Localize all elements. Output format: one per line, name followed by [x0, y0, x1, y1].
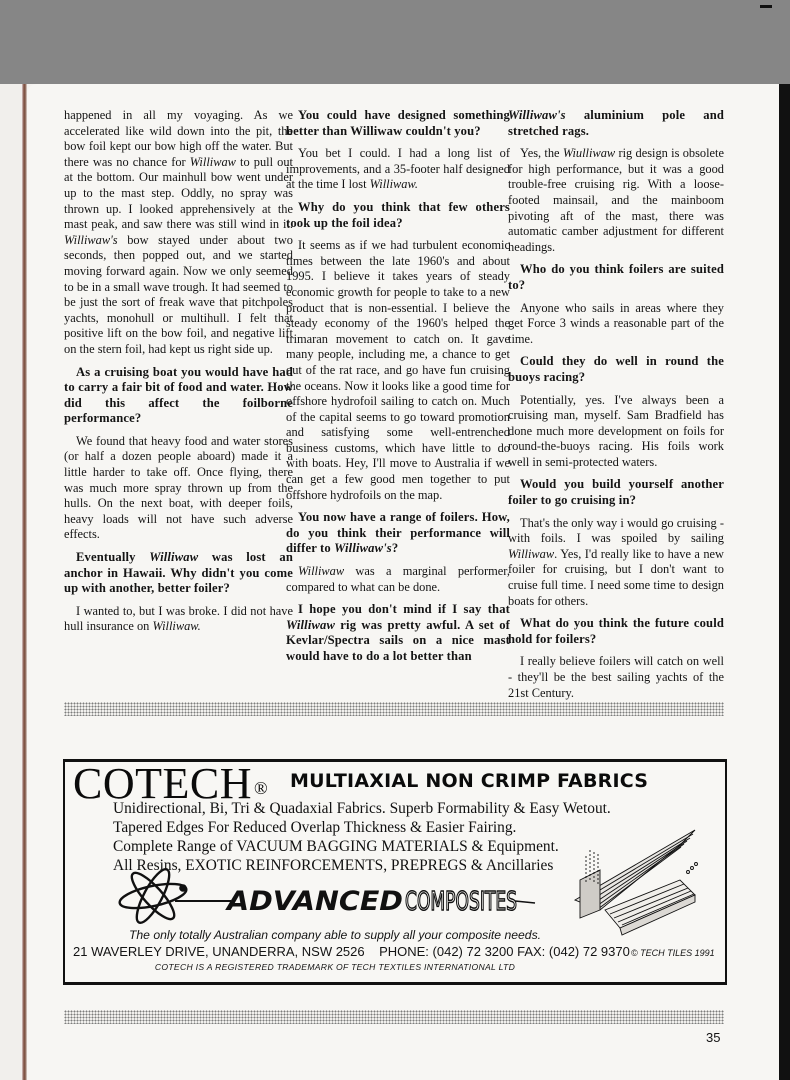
- text-run: What do you think the future could hold for foilers?: [508, 616, 724, 646]
- text-run: We found that heavy food and water stores (or half a dozen people aboard) made it a little harder to take off. Once flying, there was much more spray thrown up from the hulls. On the next boat, with deeper foils, heavy loads will not have such adverse effects.: [64, 433, 293, 542]
- atom-icon: [118, 865, 189, 926]
- page-number: 35: [706, 1030, 721, 1045]
- interview-answer: [286, 564, 510, 595]
- boat-name: Williwaw: [298, 564, 345, 579]
- text-run: was lost an anchor in Hawaii. Why didn't you come up with another, better foiler?: [64, 550, 293, 596]
- boat-name: Williwaw.: [369, 177, 418, 192]
- text-run: rig design is obsolete for high performance, but it was a good trouble-free cruising rig. With a loose-footed mainsail, and the mainboom pivoting aft of the mast, there was automatic camber adjustment for different headings.: [508, 146, 724, 254]
- interview-answer: [508, 654, 724, 701]
- interview-question: [508, 262, 724, 293]
- ad-trademark-note: COTECH IS A REGISTERED TRADEMARK OF TECH TEXTILES INTERNATIONAL LTD: [154, 962, 516, 972]
- text-run: . Yes, I'd really like to have a new foiler for cruising, but I don't want to cruise full time. I need some time to design boats for others.: [508, 546, 724, 608]
- boat-name: Williwaw.: [152, 619, 201, 634]
- text-run: I really believe foilers will catch on well - they'll be the best sailing yachts of the 21st Century.: [508, 654, 724, 700]
- logo-word-composites: COMPOSITES: [405, 887, 517, 917]
- text-run: aluminium pole and stretched rags.: [508, 108, 724, 138]
- article-column-2: [286, 108, 510, 672]
- interview-question: [64, 365, 293, 427]
- text-run: Potentially, yes. I've always been a cruising man, myself. Sam Bradfield has done much more development on foils for round-the-buoys racing. His foils work well in semi-protected waters.: [508, 392, 724, 469]
- registered-mark: ®: [254, 778, 269, 798]
- halftone-divider-bottom: [64, 1010, 724, 1024]
- text-run: You bet I could. I had a long list of improvements, and a 35-footer half designed at the time I lost: [286, 146, 510, 192]
- interview-answer: [286, 238, 510, 503]
- ad-feature-line: Tapered Edges For Reduced Overlap Thickness & Easier Fairing.: [113, 819, 517, 836]
- ad-tagline: The only totally Australian company able to supply all your composite needs.: [128, 928, 542, 942]
- interview-answer: [508, 393, 724, 471]
- scan-mark: [760, 5, 772, 8]
- article-column-3: [508, 108, 724, 708]
- fabric-layers-illustration: [560, 810, 710, 945]
- logo-word-advanced: ADVANCED: [224, 886, 403, 917]
- ad-contact-line: [73, 944, 630, 959]
- interview-question: [286, 108, 510, 139]
- boat-name: Williwaw: [189, 154, 236, 169]
- facing-page-edge: [0, 84, 24, 1080]
- boat-name: Williwaw: [286, 617, 336, 632]
- cotech-advertisement: [63, 759, 727, 985]
- text-run: Yes, the: [520, 146, 563, 161]
- interview-answer: [508, 301, 724, 348]
- text-run: ?: [391, 541, 399, 556]
- ad-address: 21 WAVERLEY DRIVE, UNANDERRA, NSW 2526: [73, 944, 365, 959]
- interview-answer: [64, 434, 293, 543]
- ad-copyright: © TECH TILES 1991: [631, 948, 715, 958]
- text-run: happened in all my voyaging. As we accelerated like wild down into the pit, the bow foil kept our bow high off the water. But there was no chance for: [64, 108, 293, 169]
- ad-fax: FAX: (042) 72 9370: [517, 944, 630, 959]
- boat-name: Williwaw's: [508, 108, 566, 122]
- interview-answer: [64, 108, 293, 358]
- halftone-divider-top: [64, 702, 724, 716]
- scanner-background: [0, 0, 790, 84]
- interview-answer: [508, 516, 724, 610]
- boat-name: Williwaw's: [64, 232, 118, 247]
- text-run: bow stayed under about two seconds, then popped out, and we started moving forward again. Now we only seemed to be in a small wave trough. It had seemed to be just the sort of freak wave that pitchpoles yachts, monohull or multihull. I felt that positive lift on the bow foil, and negative lift on the stern foil, had kept us right side up.: [64, 232, 293, 356]
- text-run: to pull out at the bottom. Our mainhull bow went under up to the mast step. Oddly, no spray was thrown up. I looked apprehensively at the mast peak, and saw there was still wind in it.: [64, 154, 294, 232]
- boat-name: Williwaw: [149, 550, 199, 565]
- boat-name: Williwaw's: [334, 541, 392, 556]
- text-run: Anyone who sails in areas where they get Force 3 winds a reasonable part of the time.: [508, 300, 724, 346]
- boat-name: Wiulliwaw: [562, 146, 616, 161]
- text-run: was a marginal performer, compared to what can be done.: [286, 564, 510, 594]
- text-run: Would you build yourself another foiler to go cruising in?: [508, 477, 724, 508]
- text-run: As a cruising boat you would have had to carry a fair bit of food and water. How did this affect the foilborne performance?: [64, 364, 293, 426]
- interview-question: [508, 108, 724, 139]
- text-run: Who do you think foilers are suited to?: [508, 262, 724, 292]
- text-run: Could they do well in round the buoys racing?: [508, 354, 724, 384]
- text-run: You now have a range of foilers. How, do you think their performance will differ to: [286, 510, 510, 556]
- text-run: rig was pretty awful. A set of Kevlar/Spectra sails on a nice mast would have to do a lot better than: [286, 617, 510, 663]
- interview-question: [286, 200, 510, 231]
- interview-question: [508, 354, 724, 385]
- interview-question: [508, 477, 724, 508]
- interview-question: [64, 550, 293, 597]
- advanced-composites-logo: [115, 870, 535, 922]
- ad-feature-line: Complete Range of VACUUM BAGGING MATERIALS & Equipment.: [113, 838, 559, 855]
- text-run: I hope you don't mind if I say that: [298, 602, 510, 617]
- ad-feature-line: All Resins, EXOTIC REINFORCEMENTS, PREPREGS & Ancillaries: [113, 857, 554, 874]
- boat-name: Williwaw: [508, 546, 555, 561]
- article-column-1: [64, 108, 293, 642]
- ad-headline: MULTIAXIAL NON CRIMP FABRICS: [290, 770, 649, 792]
- ad-feature-line: Unidirectional, Bi, Tri & Quadaxial Fabrics. Superb Formability & Easy Wetout.: [113, 800, 611, 817]
- text-run: It seems as if we had turbulent economic times between the late 1960's and about 1995. I believe it takes years of steady economic growth for people to take to a new product that is non-essential. I believe the steady economy of the 1960's helped the trimaran movement to catch on. It gave many people, including me, a chance to get out of the rat race, and go have fun cruising the oceans. Now it looks like a good time for offshore hydrofoil sailing to catch on. Much of the capital seems to go toward promotion and satisfying some well-entrenched business customs, which have little to do with boats. Hey, I'll move to Australia if we can get a few good men together to put offshore hydrofoils on the map.: [286, 238, 510, 502]
- interview-answer: [64, 604, 293, 635]
- ad-brand-name: COTECH: [73, 759, 252, 808]
- ad-phone: PHONE: (042) 72 3200: [379, 944, 514, 959]
- text-run: I wanted to, but I was broke. I did not have hull insurance on: [64, 603, 293, 634]
- text-run: You could have designed something better than Williwaw couldn't you?: [286, 108, 510, 138]
- interview-question: [508, 616, 724, 647]
- interview-question: [286, 602, 510, 664]
- text-run: Eventually: [76, 550, 150, 565]
- text-run: Why do you think that few others took up the foil idea?: [286, 199, 510, 230]
- ad-feature-list: [113, 799, 611, 875]
- interview-answer: [286, 146, 510, 193]
- interview-question: [286, 510, 510, 557]
- page-edge-shadow: [779, 84, 790, 1080]
- interview-answer: [508, 146, 724, 255]
- text-run: That's the only way i would go cruising - with foils. I was spoiled by sailing: [508, 515, 724, 546]
